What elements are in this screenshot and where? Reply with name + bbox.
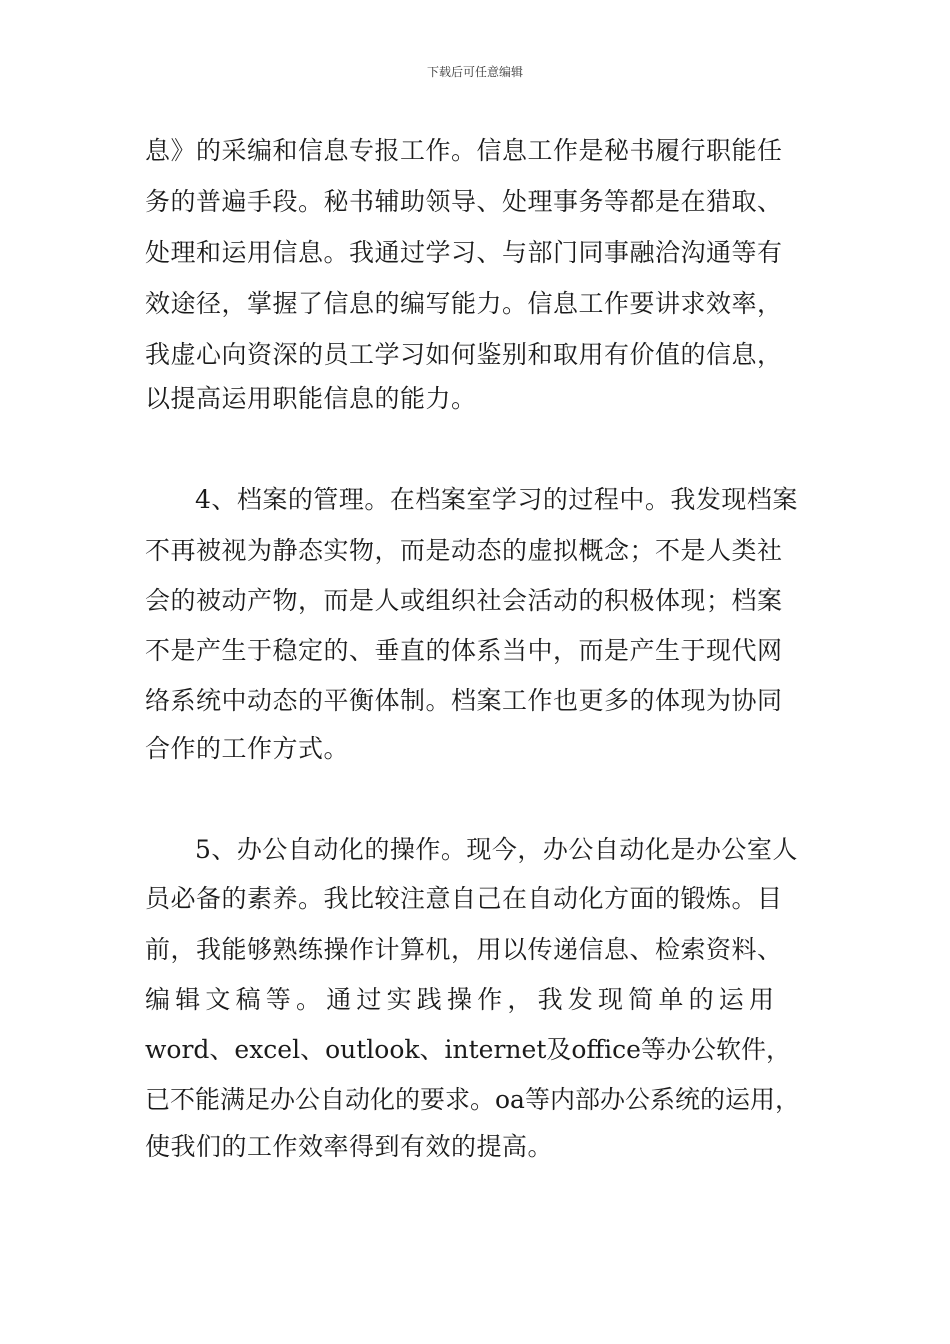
text-line: 已不能满足办公自动化的要求。oa等内部办公系统的运用，: [145, 1085, 800, 1114]
text-line: 以提高运用职能信息的能力。: [145, 384, 477, 413]
text-line: 处理和运用信息。我通过学习、与部门同事融洽沟通等有: [145, 238, 783, 267]
text-line: word、excel、outlook、internet及office等办公软件，: [145, 1035, 791, 1064]
text-line: 我虚心向资深的员工学习如何鉴别和取用有价值的信息，: [145, 340, 783, 369]
text-line: 不再被视为静态实物，而是动态的虚拟概念；不是人类社: [145, 536, 783, 565]
text-line: 员必备的素养。我比较注意自己在自动化方面的锻炼。目: [145, 884, 783, 913]
text-line: 会的被动产物，而是人或组织社会活动的积极体现；档案: [145, 586, 783, 615]
text-line: 编辑文稿等。通过实践操作，我发现简单的运用: [145, 985, 780, 1014]
text-line: 使我们的工作效率得到有效的提高。: [145, 1132, 554, 1161]
text-line: 不是产生于稳定的、垂直的体系当中，而是产生于现代网: [145, 636, 783, 665]
paragraph-first-line: 4、档案的管理。在档案室学习的过程中。我发现档案: [195, 485, 798, 514]
text-line: 务的普遍手段。秘书辅助领导、处理事务等都是在猎取、: [145, 187, 783, 216]
paragraph-first-line: 5、办公自动化的操作。现今，办公自动化是办公室人: [195, 835, 798, 864]
text-line: 合作的工作方式。: [145, 734, 350, 763]
text-line: 络系统中动态的平衡体制。档案工作也更多的体现为协同: [145, 686, 783, 715]
text-line: 息》的采编和信息专报工作。信息工作是秘书履行职能任: [145, 136, 783, 165]
text-line: 效途径，掌握了信息的编写能力。信息工作要讲求效率，: [145, 289, 783, 318]
text-line: 前，我能够熟练操作计算机，用以传递信息、检索资料、: [145, 935, 783, 964]
page-header: 下载后可任意编辑: [426, 65, 523, 79]
